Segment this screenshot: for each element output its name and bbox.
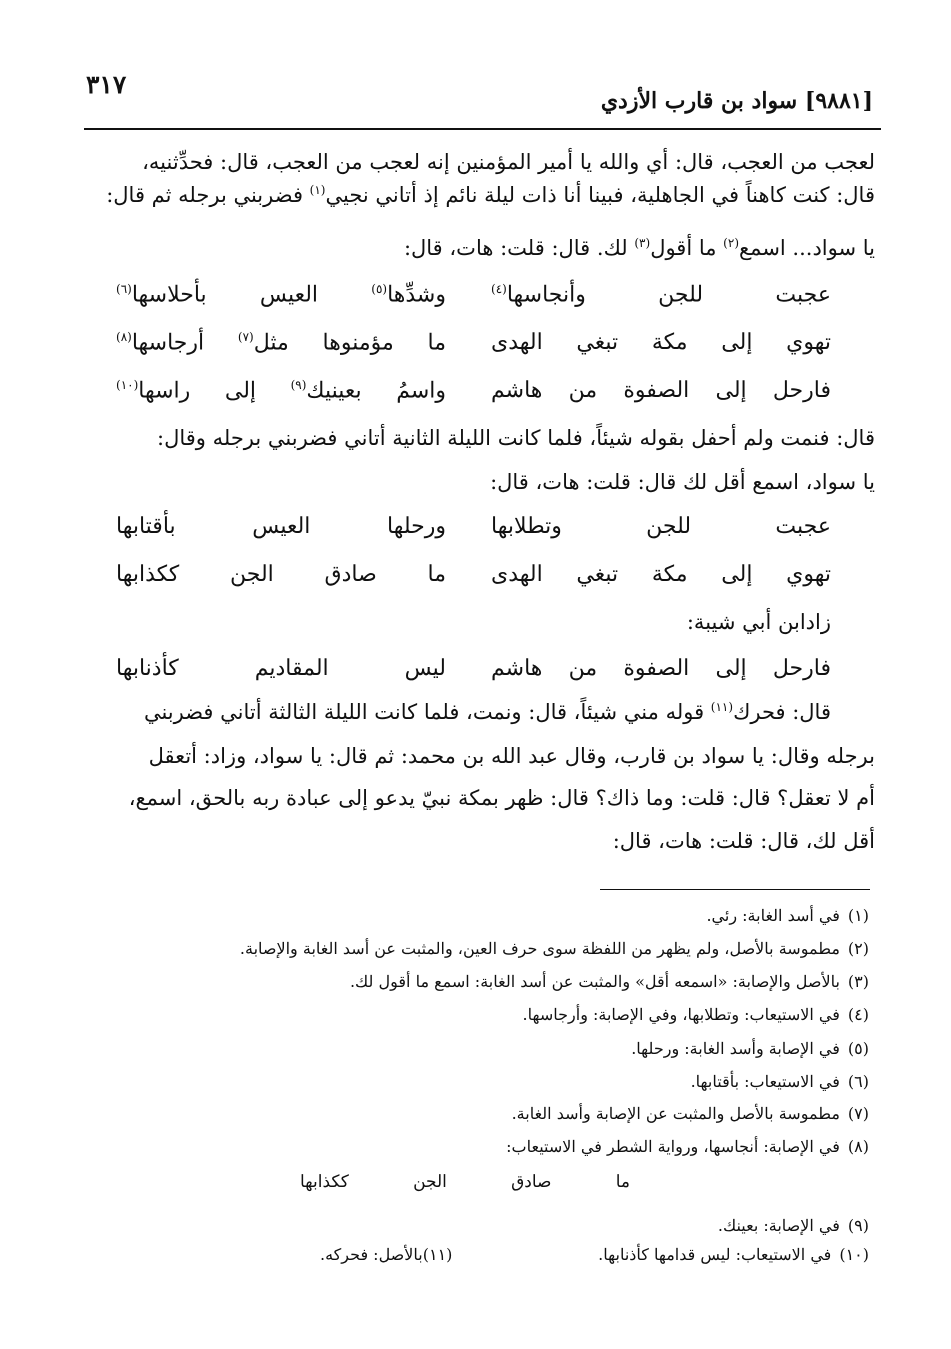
body-line-3-a: يا سواد... اسمع <box>739 236 875 260</box>
footnote-1 <box>80 906 869 925</box>
body-line-3-b: ما أقول <box>650 236 724 260</box>
footnote-8-number: (٨) <box>847 1137 869 1156</box>
body-line-10: أقل لك، قال: قلت: هات، قال: <box>612 829 875 853</box>
body-line-2-b: فضربني برجله ثم قال: <box>106 183 310 207</box>
footnote-ref-3: (٣) <box>634 236 651 250</box>
footnote-4-text: في الاستيعاب: وتطلابها، وفي الإصابة: وأرجاسها. <box>522 1005 840 1024</box>
footnote-ref-5: (٥) <box>371 282 388 296</box>
footnote-2 <box>80 939 869 958</box>
footnote-ref-7: (٧) <box>237 330 254 344</box>
footnote-ref-4: (٤) <box>491 282 507 296</box>
body-line-6: زادابن أبي شيبة: <box>686 610 831 634</box>
footnote-7 <box>80 1104 869 1123</box>
body-line-2-a: قال: كنت كاهناً في الجاهلية، فبينا أنا ذات ليلة نائم إذ أتاني نجيي <box>325 183 875 207</box>
footnote-rule <box>600 889 870 890</box>
footnote-ref-1: (١) <box>309 183 326 197</box>
verse-6-second-hemistich: ليس المقاديم كأذنابها <box>116 656 446 681</box>
body-line-3-c: لك. قال: قلت: هات، قال: <box>403 236 635 260</box>
footnote-5 <box>80 1039 869 1058</box>
footnote-9-text: في الإصابة: بعينك. <box>717 1216 840 1235</box>
body-line-1: لعجب من العجب، قال: أي والله يا أمير المؤمنين إنه لعجب من العجب، قال: فحدِّثنيه، <box>142 150 875 174</box>
verse-1-second-text-b: العيس بأحلاسها <box>131 282 372 308</box>
footnote-9-number: (٩) <box>847 1216 869 1235</box>
verse-3-second-text-b: إلى راسها <box>138 378 291 404</box>
footnote-4-number: (٤) <box>847 1005 869 1024</box>
footnote-10-text: في الاستيعاب: ليس قدامها كأذنابها. <box>598 1245 832 1264</box>
verse-1-second-text-a: وشدِّها <box>387 282 446 308</box>
verse-2-second-text-b: أرجاسها <box>131 330 238 356</box>
verse-2-second-text-a: ما مؤمنوها مثل <box>253 330 446 356</box>
verse-1-first-text: عجبت للجن وأنجاسها <box>506 282 831 308</box>
header-rule <box>84 128 881 130</box>
footnote-6-text: في الاستيعاب: بأقتابها. <box>690 1072 840 1091</box>
body-line-7 <box>80 700 831 724</box>
verse-5 <box>116 562 831 594</box>
verse-3 <box>116 378 831 410</box>
footnote-5-number: (٥) <box>847 1039 869 1058</box>
footnote-2-text: مطموسة بالأصل، ولم يظهر من اللفظة سوى حرف العين، والمثبت عن أسد الغابة والإصابة. <box>239 939 840 958</box>
verse-1-first-hemistich <box>491 282 831 307</box>
footnote-ref-6: (٦) <box>116 282 132 296</box>
verse-5-second-hemistich: ما صادق الجن ككذابها <box>116 562 446 587</box>
footnote-ref-8: (٨) <box>116 330 132 344</box>
footnote-verse: ما صادق الجن ككذابها <box>300 1172 630 1192</box>
footnote-2-number: (٢) <box>847 939 869 958</box>
footnote-5-text: في الإصابة وأسد الغابة: ورحلها. <box>631 1039 840 1058</box>
footnote-9 <box>80 1216 869 1235</box>
footnote-4 <box>80 1005 869 1024</box>
verse-4-second-hemistich: ورحلها العيس بأقتابها <box>116 514 446 539</box>
verse-4-first-hemistich: عجبت للجن وتطلابها <box>491 514 831 539</box>
footnote-ref-9: (٩) <box>290 378 307 392</box>
footnote-10-number: (١٠) <box>839 1245 869 1264</box>
body-line-8: برجله وقال: يا سواد بن قارب، وقال عبد الله بن محمد: ثم قال: يا سواد، وزاد: أتعقل <box>148 744 875 768</box>
footnote-ref-2: (٢) <box>723 236 739 250</box>
footnote-6-number: (٦) <box>847 1072 869 1091</box>
footnote-7-text: مطموسة بالأصل والمثبت عن الإصابة وأسد الغابة. <box>511 1104 840 1123</box>
footnote-7-number: (٧) <box>847 1104 869 1123</box>
footnote-3-number: (٣) <box>847 972 869 991</box>
verse-1-second-hemistich <box>116 282 446 307</box>
footnote-11-text: بالأصل: فحركه. <box>320 1245 423 1264</box>
running-head: [٩٨٨١] سواد بن قارب الأزدي <box>600 88 873 114</box>
footnote-6 <box>80 1072 869 1091</box>
verse-2-second-hemistich <box>116 330 446 355</box>
verse-6-first-hemistich: فارحل إلى الصفوة من هاشم <box>491 656 831 681</box>
body-line-9: أم لا تعقل؟ قال: قلت: وما ذاك؟ قال: ظهر بمكة نبيّ يدعو إلى عبادة ربه بالحق، اسمع، <box>128 786 875 810</box>
verse-3-second-text-a: واسمُ بعينيك <box>306 378 447 404</box>
body-line-7-b: قوله مني شيئاً، قال: ونمت، فلما كانت الليلة الثالثة أتاني فضربني <box>143 700 711 724</box>
body-line-5: يا سواد، اسمع أقل لك قال: قلت: هات، قال: <box>490 470 875 494</box>
body-line-7-a: قال: فحرك <box>733 700 831 724</box>
footnote-11-number: (١١) <box>422 1245 453 1264</box>
body-line-3 <box>80 236 875 260</box>
footnote-1-number: (١) <box>847 906 869 925</box>
verse-3-first-hemistich: فارحل إلى الصفوة من هاشم <box>491 378 831 403</box>
verse-4 <box>116 514 831 546</box>
footnote-ref-10: (١٠) <box>116 378 139 392</box>
footnote-8 <box>80 1137 869 1156</box>
footnote-11 <box>320 1245 452 1264</box>
verse-5-first-hemistich: تهوي إلى مكة تبغي الهدى <box>491 562 831 587</box>
footnote-1-text: في أسد الغابة: رئي. <box>706 906 840 925</box>
footnote-ref-11: (١١) <box>710 700 734 714</box>
verse-6 <box>116 656 831 688</box>
footnote-10 <box>80 1245 869 1264</box>
verse-2-first-hemistich: تهوي إلى مكة تبغي الهدى <box>491 330 831 355</box>
verse-3-second-hemistich <box>116 378 446 403</box>
page-number: ٣١٧ <box>86 70 127 99</box>
verse-1 <box>116 282 831 314</box>
footnote-8-text: في الإصابة: أنجاسها، ورواية الشطر في الاستيعاب: <box>506 1137 840 1156</box>
verse-2 <box>116 330 831 362</box>
body-line-2 <box>80 183 875 207</box>
footnote-3-text: بالأصل والإصابة: «اسمعه أقل» والمثبت عن أسد الغابة: اسمع ما أقول لك. <box>349 972 840 991</box>
footnote-3 <box>80 972 869 991</box>
body-line-4: قال: فنمت ولم أحفل بقوله شيئاً، فلما كانت الليلة الثانية أتاني فضربني برجله وقال: <box>157 426 875 450</box>
